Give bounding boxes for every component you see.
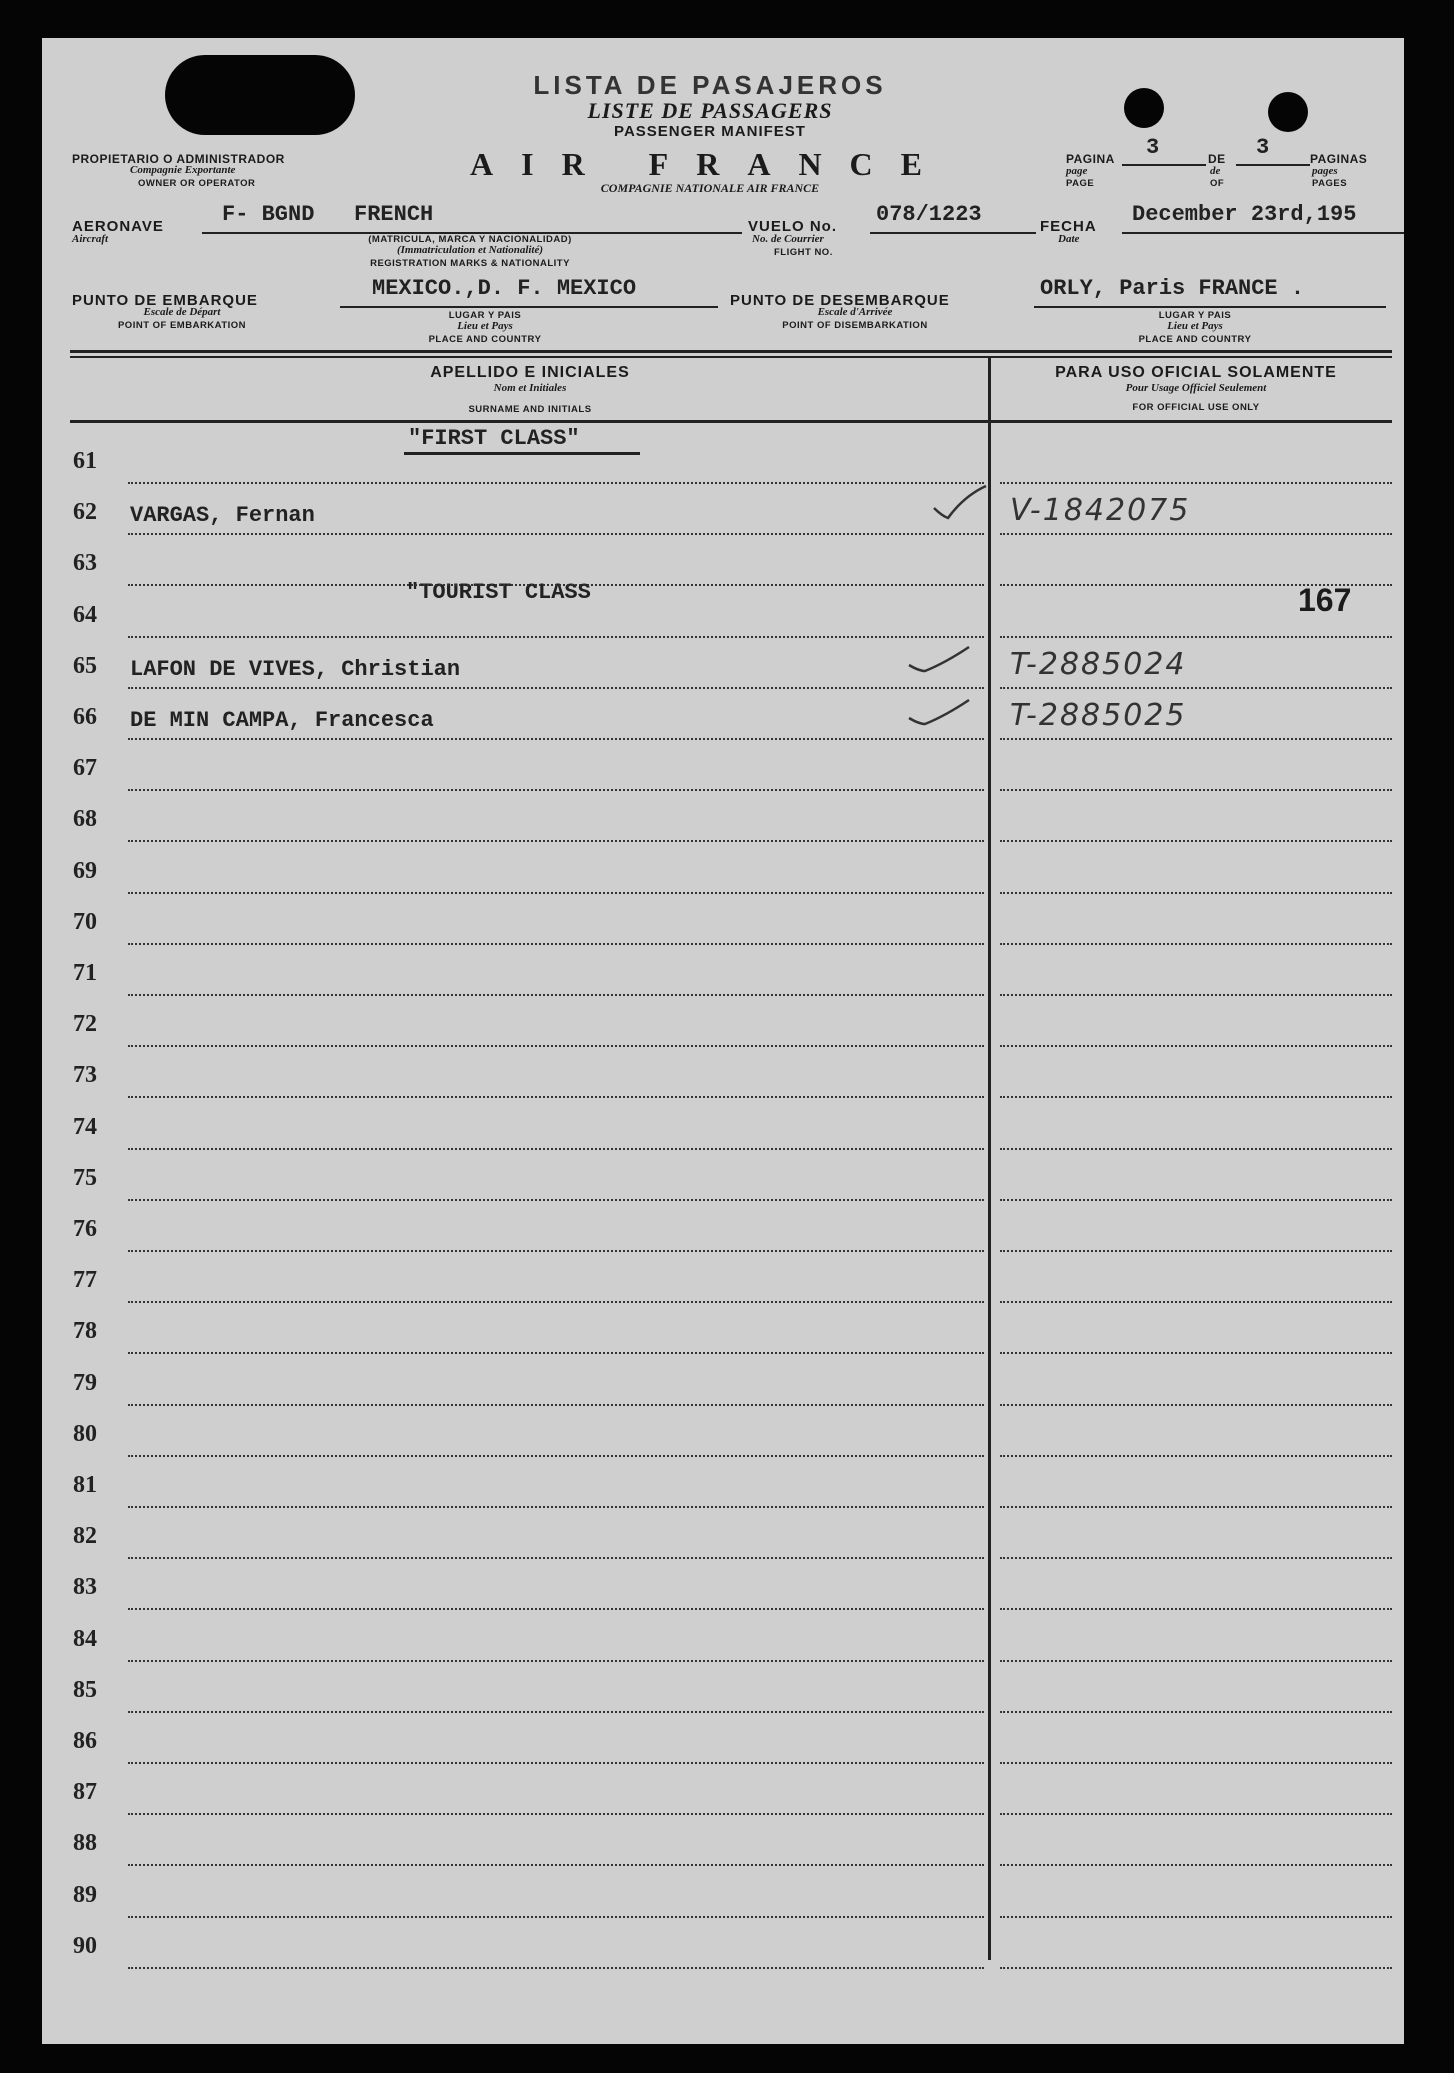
- name-rule: [128, 789, 984, 791]
- row-number: 87: [73, 1779, 97, 1806]
- page-total: 3: [1256, 135, 1270, 160]
- flight-number: 078/1223: [876, 202, 982, 227]
- row-number: 67: [73, 755, 97, 782]
- title-es: LISTA DE PASAJEROS: [533, 70, 887, 100]
- page-total-line: [1236, 164, 1310, 166]
- aircraft-label: AERONAVE: [72, 218, 164, 235]
- tourist-class-label: "TOURIST CLASS: [406, 580, 591, 605]
- title-en: PASSENGER MANIFEST: [614, 123, 806, 140]
- row-number: 66: [73, 704, 97, 730]
- disembark-label-fr: Escale d'Arrivée: [817, 306, 893, 318]
- flight-label-en: FLIGHT NO.: [774, 247, 833, 258]
- registration-label-fr: (Immatriculation et Nationalité): [396, 244, 544, 256]
- official-rule: [1000, 1660, 1392, 1662]
- row-number: 81: [73, 1472, 97, 1498]
- page-number-line: [1122, 164, 1206, 166]
- title-fr: LISTE DE PASSAGERS: [587, 98, 833, 123]
- official-rule: [1000, 482, 1392, 484]
- name-rule: [128, 636, 984, 638]
- row-number: 63: [73, 550, 97, 577]
- paginas-label-en: PAGES: [1312, 178, 1348, 189]
- disembark-label-en: POINT OF DISEMBARKATION: [782, 320, 928, 331]
- passenger-name: VARGAS, Fernan: [130, 503, 315, 529]
- row-number: 86: [73, 1728, 97, 1754]
- official-ticket-number: V-1842075: [1010, 493, 1191, 529]
- name-rule: [128, 1711, 984, 1713]
- pagina-label-en: PAGE: [1066, 178, 1095, 189]
- header-rule-top: [70, 350, 1392, 353]
- name-rule: [128, 1250, 984, 1252]
- registration-label-es: (MATRICULA, MARCA Y NACIONALIDAD): [368, 234, 572, 245]
- owner-label-fr: Compagnie Exportante: [130, 164, 236, 176]
- row-number: 61: [73, 448, 97, 474]
- name-rule: [128, 1762, 984, 1764]
- row-number: 74: [73, 1113, 97, 1140]
- disembark-value: ORLY, Paris FRANCE .: [1040, 276, 1305, 301]
- disembark-place-es: LUGAR Y PAIS: [1158, 310, 1232, 321]
- row-number: 75: [73, 1164, 97, 1191]
- row-number: 76: [73, 1216, 97, 1242]
- registration-label-en: REGISTRATION MARKS & NATIONALITY: [370, 258, 570, 269]
- first-class-underline: [404, 452, 640, 455]
- stamp-number: 167: [1298, 582, 1352, 618]
- name-rule: [128, 1506, 984, 1508]
- name-rule: [128, 1455, 984, 1457]
- name-rule: [128, 584, 984, 586]
- disembark-place-en: PLACE AND COUNTRY: [1138, 334, 1252, 345]
- name-rule: [128, 738, 984, 740]
- official-rule: [1000, 738, 1392, 740]
- embark-label-en: POINT OF EMBARKATION: [117, 320, 247, 331]
- row-number: 71: [73, 960, 97, 986]
- column-surname-en: SURNAME AND INITIALS: [468, 404, 592, 415]
- row-number: 83: [73, 1574, 97, 1601]
- owner-label-es: PROPIETARIO O ADMINISTRADOR: [72, 152, 285, 166]
- flight-line: [870, 232, 1036, 234]
- aircraft-value: F- BGND FRENCH: [222, 202, 434, 227]
- name-rule: [128, 994, 984, 996]
- official-rule: [1000, 636, 1392, 638]
- checkmark-icon: [905, 698, 975, 728]
- passenger-name: DE MIN CAMPA, Francesca: [130, 708, 434, 733]
- name-rule: [128, 1148, 984, 1150]
- official-rule: [1000, 1557, 1392, 1559]
- date-label-fr: Date: [1058, 233, 1080, 245]
- official-rule: [1000, 994, 1392, 996]
- punch-hole-left: [165, 55, 355, 135]
- name-rule: [128, 1404, 984, 1406]
- row-number: 64: [73, 601, 97, 628]
- row-number: 88: [73, 1830, 97, 1857]
- row-number: 73: [73, 1062, 97, 1089]
- disembark-label: PUNTO DE DESEMBARQUE: [730, 292, 950, 309]
- official-rule: [1000, 584, 1392, 586]
- name-rule: [128, 1096, 984, 1098]
- de-label-fr: de: [1210, 165, 1221, 177]
- name-rule: [128, 943, 984, 945]
- column-official-en: FOR OFFICIAL USE ONLY: [1132, 402, 1260, 413]
- name-rule: [128, 1301, 984, 1303]
- row-number: 78: [73, 1318, 97, 1345]
- disembark-place-fr: Lieu et Pays: [1167, 320, 1223, 332]
- punch-hole-right-1: [1124, 88, 1164, 128]
- embark-value: MEXICO.,D. F. MEXICO: [372, 276, 637, 301]
- name-rule: [128, 1557, 984, 1559]
- official-rule: [1000, 1506, 1392, 1508]
- row-number: 89: [73, 1881, 97, 1908]
- column-official-es: PARA USO OFICIAL SOLAMENTE: [1055, 364, 1337, 381]
- pagina-label-fr: page: [1066, 165, 1088, 177]
- row-number: 79: [73, 1369, 97, 1396]
- row-number: 69: [73, 857, 97, 884]
- checkmark-icon: [905, 645, 975, 675]
- official-rule: [1000, 1608, 1392, 1610]
- embark-place-fr: Lieu et Pays: [457, 320, 513, 332]
- official-rule: [1000, 1096, 1392, 1098]
- flight-label: VUELO No.: [748, 218, 838, 235]
- paginas-label: PAGINAS: [1310, 152, 1368, 166]
- name-rule: [128, 1916, 984, 1918]
- row-number: 70: [73, 908, 97, 935]
- official-ticket-number: T-2885024: [1010, 646, 1187, 682]
- row-number: 82: [73, 1523, 97, 1550]
- paginas-label-fr: pages: [1312, 165, 1338, 177]
- embark-label: PUNTO DE EMBARQUE: [72, 292, 258, 309]
- airline-name: AIR FRANCE: [470, 146, 950, 182]
- row-number: 90: [73, 1932, 97, 1959]
- de-label-en: OF: [1210, 178, 1225, 189]
- official-rule: [1000, 687, 1392, 689]
- name-rule: [128, 1608, 984, 1610]
- official-rule: [1000, 1864, 1392, 1866]
- checkmark-icon: [930, 482, 990, 522]
- row-number: 62: [73, 499, 97, 526]
- official-ticket-number: T-2885025: [1010, 698, 1187, 733]
- row-number: 72: [73, 1011, 97, 1038]
- date-line: [1122, 232, 1404, 234]
- de-label: DE: [1208, 152, 1226, 166]
- disembark-line: [1034, 306, 1386, 308]
- official-rule: [1000, 789, 1392, 791]
- name-rule: [128, 1813, 984, 1815]
- official-rule: [1000, 943, 1392, 945]
- row-number: 77: [73, 1267, 97, 1294]
- header-rule-bottom: [70, 356, 1392, 358]
- official-rule: [1000, 1404, 1392, 1406]
- official-rule: [1000, 1916, 1392, 1918]
- official-rule: [1000, 840, 1392, 842]
- column-official-fr: Pour Usage Officiel Seulement: [1125, 382, 1267, 394]
- passenger-name: LAFON DE VIVES, Christian: [130, 656, 461, 682]
- row-number: 65: [73, 652, 97, 679]
- punch-hole-right-2: [1268, 92, 1308, 132]
- date-value: December 23rd,195: [1132, 202, 1357, 227]
- embark-line: [340, 306, 718, 308]
- official-rule: [1000, 1455, 1392, 1457]
- date-label: FECHA: [1040, 218, 1097, 235]
- page-number: 3: [1146, 135, 1160, 160]
- embark-label-fr: Escale de Départ: [143, 306, 221, 318]
- name-rule: [128, 1864, 984, 1866]
- column-header-rule: [70, 420, 1392, 423]
- row-number: 68: [73, 806, 97, 833]
- name-rule: [128, 1199, 984, 1201]
- column-divider: [988, 356, 991, 1960]
- column-surname-es: APELLIDO E INICIALES: [430, 364, 630, 381]
- name-rule: [128, 1967, 984, 1969]
- official-rule: [1000, 1301, 1392, 1303]
- official-rule: [1000, 1250, 1392, 1252]
- row-number: 84: [73, 1625, 97, 1652]
- name-rule: [128, 482, 984, 484]
- column-surname-fr: Nom et Initiales: [493, 382, 567, 394]
- name-rule: [128, 840, 984, 842]
- name-rule: [128, 892, 984, 894]
- owner-label-en: OWNER OR OPERATOR: [138, 178, 256, 189]
- official-rule: [1000, 1813, 1392, 1815]
- airline-subtitle: COMPAGNIE NATIONALE AIR FRANCE: [600, 181, 820, 195]
- row-number: 85: [73, 1676, 97, 1703]
- name-rule: [128, 533, 984, 535]
- flight-label-fr: No. de Courrier: [752, 233, 824, 245]
- embark-place-en: PLACE AND COUNTRY: [428, 334, 542, 345]
- pagina-label: PAGINA: [1066, 152, 1115, 166]
- name-rule: [128, 1660, 984, 1662]
- official-rule: [1000, 1045, 1392, 1047]
- official-rule: [1000, 1148, 1392, 1150]
- official-rule: [1000, 1762, 1392, 1764]
- name-rule: [128, 1352, 984, 1354]
- aircraft-label-fr: Aircraft: [72, 233, 109, 245]
- first-class-label: "FIRST CLASS": [408, 426, 580, 451]
- name-rule: [128, 1045, 984, 1047]
- official-rule: [1000, 1967, 1392, 1969]
- official-rule: [1000, 892, 1392, 894]
- official-rule: [1000, 1199, 1392, 1201]
- embark-place-es: LUGAR Y PAIS: [448, 310, 522, 321]
- name-rule: [128, 687, 984, 689]
- row-number: 80: [73, 1420, 97, 1447]
- official-rule: [1000, 533, 1392, 535]
- official-rule: [1000, 1711, 1392, 1713]
- official-rule: [1000, 1352, 1392, 1354]
